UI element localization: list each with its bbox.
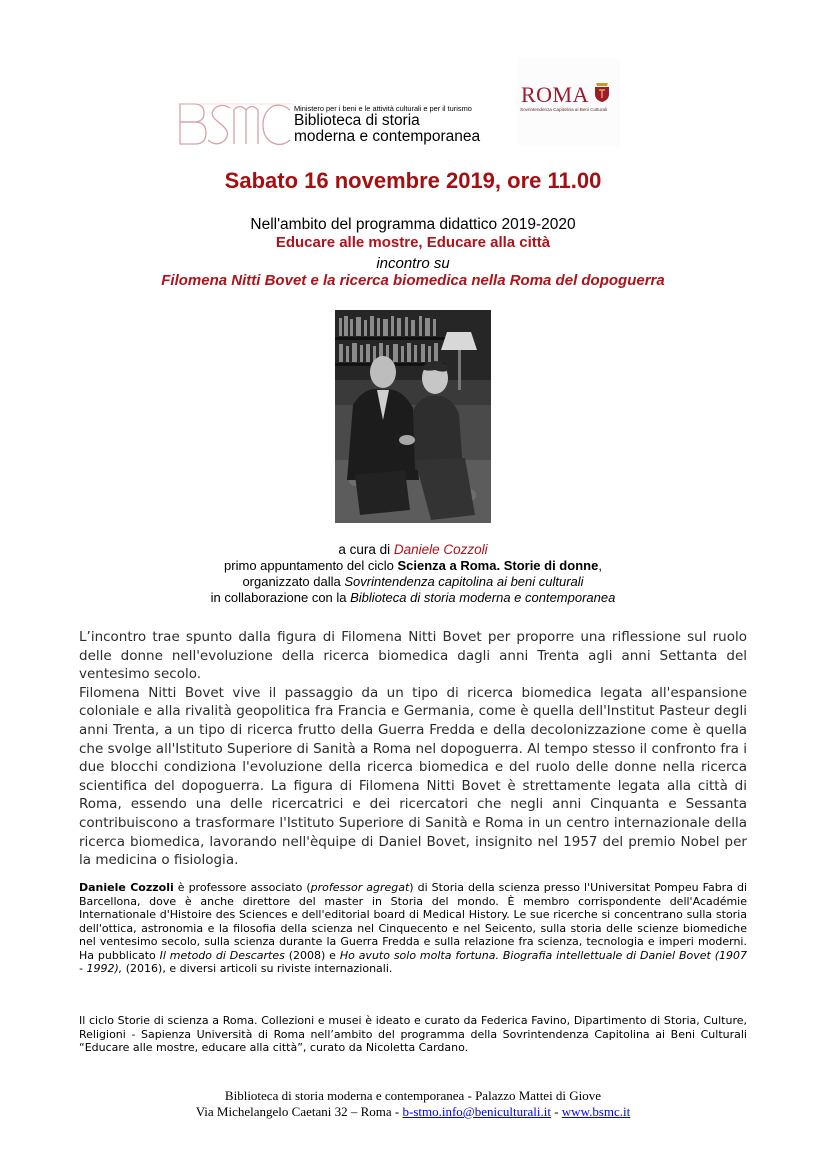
footer-separator: -: [550, 1104, 562, 1119]
collaboration-line: [0, 590, 826, 606]
bsmc-logo: [178, 100, 293, 148]
library-name-line2: moderna e contemporanea: [294, 128, 481, 145]
talk-title: Filomena Nitti Bovet e la ricerca biomedica nella Roma del dopoguerra: [161, 272, 665, 289]
description-paragraph-2: Filomena Nitti Bovet vive il passaggio da un tipo di ricerca biomedica legata all'espansione coloniale e alla rivalità geopolitica fra Francia e Germania, come è quella dell'Institut Pasteur degli anni Trenta, a un tipo di ricerca frutto della Guerra Fredda e della decolonizzazione come è quella che svolge all'Istituto Superiore di Sanità a Roma nel dopoguerra. Al tempo stesso il confronto fra i due blocchi condiziona l'evoluzione della ricerca biomedica e del ruolo delle donne nella ricerca scientifica del dopoguerra. La figura di Filomena Nitti Bovet è strettamente legata alla città di Roma, essendo una delle ricercatrici e dei ricercatori che negli anni Cinquanta e Sessanta contribuiscono a trasformare l'Istituto Superiore di Sanità e Roma in un centro internazionale della ricerca biomedica, lavorando nell'èquipe di Daniel Bovet, insignito nel 1957 del premio Nobel per la medicina o fisiologia.: [79, 684, 747, 869]
credits-block: [0, 542, 826, 606]
bio-text-3: (2008) e: [284, 948, 340, 962]
bio-name: Daniele Cozzoli: [79, 881, 174, 894]
library-name-line1: Biblioteca di storia: [294, 112, 420, 129]
incontro-label: incontro su: [376, 255, 450, 272]
bio-italic-1: professor agregat: [310, 881, 410, 894]
footer-address-line2: [0, 1104, 826, 1120]
photo-nitti-bovet: [335, 310, 491, 523]
collaboration-prefix: in collaborazione con la: [210, 590, 351, 605]
cycle-note: Il ciclo Storie di scienza a Roma. Collezioni e musei è ideato e curato da Federica Favino, Dipartimento di Storia, Culture, Religioni - Sapienza Università di Roma nell’ambito del programma della Sovrintendenza Capitolina ai Beni Culturali “Educare alle mostre, educare alla città”, curato da Nicoletta Cardano.: [79, 1014, 747, 1054]
description-text: [79, 628, 747, 870]
series-prefix: primo appuntamento del ciclo: [224, 558, 398, 573]
roma-logo-subtitle: Sovrintendenza Capitolina ai Beni Culturali: [520, 107, 608, 112]
event-date-title: Sabato 16 novembre 2019, ore 11.00: [224, 168, 602, 193]
curator-bio: [79, 881, 747, 976]
footer-address-line1: Biblioteca di storia moderna e contemporanea - Palazzo Mattei di Giove: [224, 1088, 602, 1103]
series-name: Scienza a Roma. Storie di donne: [397, 558, 599, 573]
organizer-prefix: organizzato dalla: [242, 574, 345, 589]
curator-line: [0, 542, 826, 558]
roma-logo-word: ROMA: [521, 82, 590, 107]
series-suffix: ,: [598, 558, 602, 573]
roma-crest-icon: [594, 82, 610, 103]
program-line: Nell'ambito del programma didattico 2019-2020: [250, 216, 576, 233]
bio-text-2: ) di Storia della scienza presso l'Universitat Pompeu Fabra di Barcellona, dove è anche direttore del master in Storia del mondo. È membro corrispondente dell'Académie Internationale d'Histoire des Sciences e dell'editorial board di Medical History. Le sue ricerche si concentrano sulla storia dell'ottica, astronomia e la filosofia della scienza nel Cinquecento e nel Seicento, sulla storia delle scienze biomediche nel ventesimo secolo, sulla scienza durante la Guerra Fredda e sulla relazione fra scienza, tecnologia e imperi moderni. Ha pubblicato: [79, 881, 747, 962]
collaboration-name: Biblioteca di storia moderna e contemporanea: [350, 590, 616, 605]
bsmc-text-block: [294, 104, 524, 145]
description-paragraph-1: L’incontro trae spunto dalla figura di Filomena Nitti Bovet per proporre una riflessione sul ruolo delle donne nell'evoluzione della ricerca biomedica dagli anni Trenta agli anni Settanta del ventesimo secolo.: [79, 629, 747, 683]
organizer-line: [0, 574, 826, 590]
footer: [0, 1088, 826, 1120]
curator-prefix: a cura di: [338, 542, 394, 557]
ministry-name: Ministero per i beni e le attività culturali e per il turismo: [294, 104, 472, 113]
series-line: [0, 558, 826, 574]
bio-book-2: Ho avuto solo molta fortuna. Biografia intellettuale di Daniel Bovet (1907 - 1992),: [79, 948, 747, 975]
bio-text-4: (2016), e diversi articoli su riviste internazionali.: [122, 962, 393, 975]
bio-book-1: Il metodo di Descartes: [159, 948, 285, 962]
footer-address-prefix: Via Michelangelo Caetani 32 – Roma -: [195, 1104, 403, 1119]
bio-text-1: è professore associato (: [173, 881, 311, 894]
email-link[interactable]: b-stmo.info@beniculturali.it: [402, 1104, 551, 1119]
curator-name: Daniele Cozzoli: [393, 542, 488, 557]
organizer-name: Sovrintendenza capitolina ai beni culturali: [344, 574, 584, 589]
program-series-title: Educare alle mostre, Educare alla città: [275, 234, 551, 251]
website-link[interactable]: www.bsmc.it: [561, 1104, 631, 1119]
